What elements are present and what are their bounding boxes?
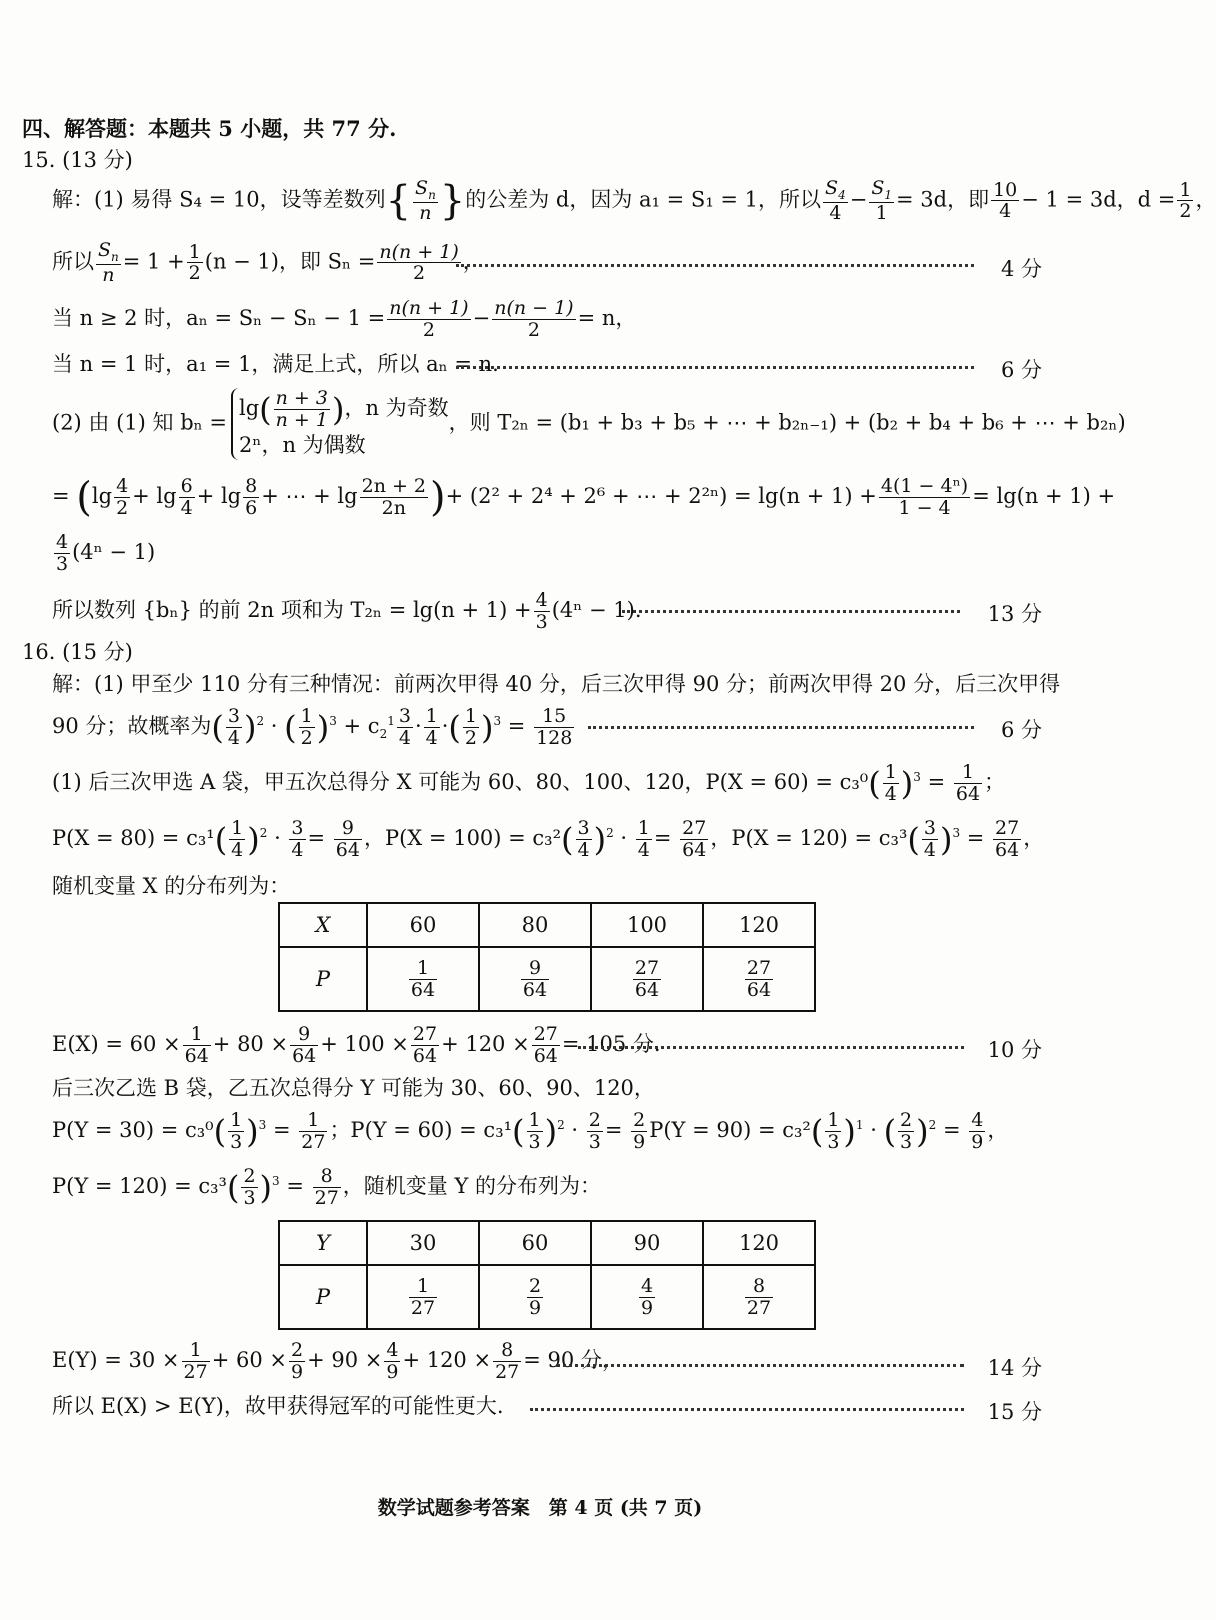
q16-line7: P(Y = 30) = c₃⁰( $\frac{1}{3}$ )$^3$ = $\frac{1}{27}$ ；P(Y = 60) = c₃¹( $\frac{1}{3}$ )$^2$ · $\frac{2}{3}$ = $\frac{2}{9}$ P(Y = 90) = c₃²( $\frac{1}{3}$ )$^1$ · ( $\frac{2}{3}$ )$^2$ = $\frac{4}{9}$ ， [52,1109,1009,1153]
q15-header: 15. (13 分) [22,148,133,172]
q16-header: 16. (15 分) [22,640,133,664]
table-row-label: P [279,1265,367,1329]
q15-line3-end: = n， [577,305,637,330]
q15-line2-text-a: 所以 [52,249,94,274]
section-title: 四、解答题：本题共 5 小题，共 77 分. [22,116,397,141]
q16-line4-text-a: P(X = 80) = c₃¹ [52,825,215,850]
table-header-cell: 80 [479,903,591,947]
score-marker: 13 分 [987,602,1042,626]
dot-leader [456,362,974,369]
dot-leader [456,260,974,267]
q16-line4-text-c: ，P(X = 120) = c₃³ [710,825,908,850]
q16-line8-text-b: ，随机变量 Y 的分布列为： [342,1173,602,1198]
q15-line5-text-b: ，则 T₂ₙ = (b₁ + b₃ + b₅ + ⋯ + b₂ₙ₋₁) + (b₂ + b₄ + b₆ + ⋯ + b₂ₙ) [448,410,1126,435]
table-cell: $\frac{1}{27}$ [367,1265,479,1329]
q16-line2-text: 90 分；故概率为 [52,713,212,738]
q15-line5 [52,388,1126,460]
dot-leader [588,722,974,729]
q15-line5-text-a: (2) 由 (1) 知 bₙ = [52,410,227,435]
q15-line1-text-a: 解：(1) 易得 S₄ = 10，设等差数列 [52,187,386,212]
q16-line4: P(X = 80) = c₃¹( $\frac{1}{4}$ )$^2$ · $\frac{3}{4}$ = $\frac{9}{64}$ ，P(X = 100) = c₃²( $\frac{3}{4}$ )$^2$ · $\frac{1}{4}$ = $\frac{27}{64}$ ，P(X = 120) = c₃³( $\frac{3}{4}$ )$^3$ = $\frac{27}{64}$ ， [52,817,1045,861]
q16-line3: (1) 后三次甲选 A 袋，甲五次总得分 X 可能为 60、80、100、120，P(X = 60) = c₃⁰( $\frac{1}{4}$ )$^3$ = $\frac{1}{64}$ ； [52,761,1006,805]
q16-line4-text-b: ，P(X = 100) = c₃² [363,825,562,850]
table-header-cell: X [279,903,367,947]
ex-d: + 120 × [441,1031,530,1056]
case-odd: ，n 为奇数 [344,395,449,420]
ex-e: = 105 分. [561,1031,661,1056]
ey-b: + 60 × [211,1347,287,1372]
ex-b: + 80 × [212,1031,289,1056]
piecewise-cases: lg( $\frac{n + 3}{n + 1}$ )，n 为奇数 2ⁿ，n 为偶数 [231,388,449,460]
table-cell: $\frac{1}{64}$ [367,947,479,1011]
q15-line2-text-c: (n − 1)，即 Sₙ = [204,249,376,274]
q15-line2: 所以 $\frac{S_n}{n}$ = 1 + $\frac{1}{2}$ (n − 1)，即 Sₙ = $\frac{n(n + 1)}{2}$ ， [52,239,484,286]
table-cell: $\frac{9}{64}$ [479,947,591,1011]
q16-ex-line: E(X) = 60 × $\frac{1}{64}$ + 80 × $\frac{9}{64}$ + 100 × $\frac{27}{64}$ + 120 × $\frac{27}{64}$ = 105 分. [52,1023,661,1067]
table-cell: $\frac{27}{64}$ [703,947,815,1011]
q15-line8-text-b: (4ⁿ − 1). [551,597,642,622]
dot-leader [578,1042,964,1049]
score-marker: 14 分 [987,1356,1042,1380]
score-marker: 15 分 [987,1400,1042,1424]
table-row-label: P [279,947,367,1011]
ey-d: + 120 × [402,1347,492,1372]
ey-a: E(Y) = 30 × [52,1347,180,1372]
distribution-table-y [278,1220,816,1330]
q15-line8-text-a: 所以数列 {bₙ} 的前 2n 项和为 T₂ₙ = lg(n + 1) + [52,597,532,622]
ex-c: + 100 × [320,1031,409,1056]
case-even: 2ⁿ，n 为偶数 [239,432,366,457]
q15-line3-text: 当 n ≥ 2 时，aₙ = Sₙ − Sₙ − 1 = [52,305,386,330]
q15-line1-text-b: 的公差为 d，因为 a₁ = S₁ = 1，所以 [465,187,822,212]
q15-line3: 当 n ≥ 2 时，aₙ = Sₙ − Sₙ − 1 = $\frac{n(n + 1)}{2}$ − $\frac{n(n - 1)}{2}$ = n， [52,297,637,341]
table-cell: $\frac{8}{27}$ [703,1265,815,1329]
table-cell: $\frac{4}{9}$ [591,1265,703,1329]
ex-a: E(X) = 60 × [52,1031,181,1056]
q15-line7: $\frac{4}{3}$ (4ⁿ − 1) [56,531,156,575]
ey-c: + 90 × [307,1347,383,1372]
score-marker: 6 分 [1000,718,1042,742]
q15-line2-text-b: = 1 + [122,249,185,274]
page-footer: 数学试题参考答案 第 4 页 (共 7 页) [377,1497,703,1519]
q16-line9: 所以 E(X) > E(Y)，故甲获得冠军的可能性更大. [52,1394,504,1418]
table-cell: $\frac{27}{64}$ [591,947,703,1011]
q16-line8-text-a: P(Y = 120) = c₃³ [52,1173,227,1198]
table-cell: $\frac{2}{9}$ [479,1265,591,1329]
table-header-cell: Y [279,1221,367,1265]
q15-line1-text-d: − 1 = 3d，d = [1021,187,1176,212]
ey-e: = 90 分， [523,1347,623,1372]
q15-line1: 解：(1) 易得 S₄ = 10，设等差数列{ $\frac{S_n}{n}$ }的公差为 d，因为 a₁ = S₁ = 1，所以 $\frac{S_4}{4}$ − $\frac{S_1}{1}$ = 3d，即 $\frac{10}{4}$ − 1 = 3d，d = $\frac{1}{2}$ ， [52,177,1216,224]
table-header-cell: 60 [367,903,479,947]
q15-line6-end: = lg(n + 1) + [972,483,1116,508]
dot-leader [622,606,960,613]
q16-line3-text: (1) 后三次甲选 A 袋，甲五次总得分 X 可能为 60、80、100、120，P(X = 60) = c₃⁰ [52,769,869,794]
dot-leader [556,1360,964,1367]
q15-line6-mid: + (2² + 2⁴ + 2⁶ + ⋯ + 2²ⁿ) = lg(n + 1) + [445,483,877,508]
q16-line2: 90 分；故概率为( $\frac{3}{4}$ )$^2$ · ( $\frac{1}{2}$ )$^3 + c_2^1$ $\frac{3}{4}$ · $\frac{1}{4}$ ·( $\frac{1}{2}$ )$^3$ = $\frac{15}{128}$ [52,705,573,749]
distribution-table-x [278,902,816,1012]
score-marker: 4 分 [1000,257,1042,281]
table-header-cell: 90 [591,1221,703,1265]
q16-line8: P(Y = 120) = c₃³( $\frac{2}{3}$ )$^3$ = $\frac{8}{27}$ ，随机变量 Y 的分布列为： [52,1165,602,1209]
q16-line5: 随机变量 X 的分布列为： [52,874,291,898]
q16-line1: 解：(1) 甲至少 110 分有三种情况：前两次甲得 40 分，后三次甲得 90 分；前两次甲得 20 分，后三次甲得 [52,672,1061,696]
q16-line6: 后三次乙选 B 袋，乙五次总得分 Y 可能为 30、60、90、120， [52,1076,655,1100]
score-marker: 10 分 [987,1038,1042,1062]
q16-line7-text-c: P(Y = 90) = c₃² [649,1117,811,1142]
q16-line7-text-b: ；P(Y = 60) = c₃¹ [329,1117,513,1142]
table-header-cell: 100 [591,903,703,947]
table-header-cell: 60 [479,1221,591,1265]
q15-line4: 当 n = 1 时，a₁ = 1，满足上式，所以 aₙ = n. [52,352,499,376]
q15-line7-text: (4ⁿ − 1) [72,539,156,564]
table-header-cell: 120 [703,1221,815,1265]
q15-line6: = (lg $\frac{4}{2}$ + lg $\frac{6}{4}$ + lg $\frac{8}{6}$ + ⋯ + lg $\frac{2n + 2}{2n}$ )+ (2² + 2⁴ + 2⁶ + ⋯ + 2²ⁿ) = lg(n + 1) + $\frac{\text{4(1 − 4ⁿ)}}{1 - 4}$ = lg(n + 1) + [52,474,1116,521]
q16-ey-line: E(Y) = 30 × $\frac{1}{27}$ + 60 × $\frac{2}{9}$ + 90 × $\frac{4}{9}$ + 120 × $\frac{8}{27}$ = 90 分， [52,1339,623,1383]
q15-line1-text-c: = 3d，即 [896,187,990,212]
dot-leader [530,1404,964,1411]
q16-line7-text-a: P(Y = 30) = c₃⁰ [52,1117,214,1142]
table-header-cell: 30 [367,1221,479,1265]
table-header-cell: 120 [703,903,815,947]
score-marker: 6 分 [1000,358,1042,382]
q15-line8: 所以数列 {bₙ} 的前 2n 项和为 T₂ₙ = lg(n + 1) + $\frac{4}{3}$ (4ⁿ − 1). [52,589,642,633]
